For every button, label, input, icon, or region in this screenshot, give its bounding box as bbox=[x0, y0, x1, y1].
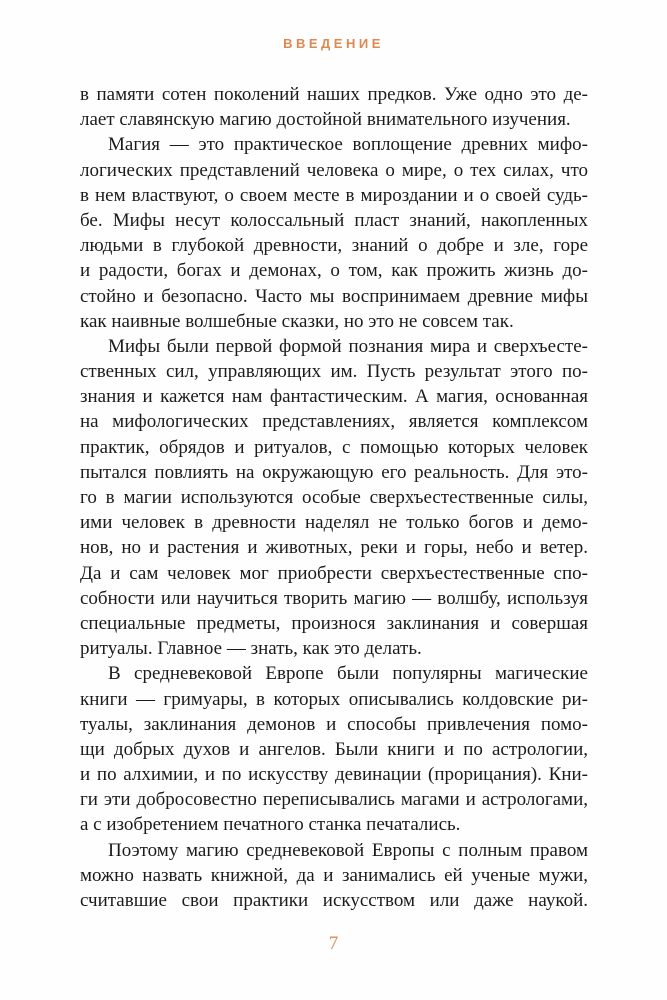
text-line: ритуалы. Главное — знать, как это делать. bbox=[80, 638, 422, 660]
text-line: лает славянскую магию достойной внимательного изучения. bbox=[80, 109, 571, 131]
text-line: как наивные волшебные сказки, но это не совсем так. bbox=[80, 310, 514, 332]
text-line: специальные предметы, произнося заклинания и совершая bbox=[80, 612, 588, 634]
text-line: Магия — это практическое воплощение древних мифо- bbox=[108, 134, 588, 156]
text-line: Поэтому магию средневековой Европы с полным правом bbox=[108, 839, 588, 861]
text-line: Мифы были первой формой познания мира и сверхъесте- bbox=[108, 335, 588, 357]
text-line: книги — гримуары, в которых описывались колдовские ри- bbox=[80, 688, 588, 710]
text-line: логических представлений человека о мире, о тех силах, что bbox=[80, 159, 588, 181]
text-line: нов, но и растения и животных, реки и горы, небо и ветер. bbox=[80, 537, 588, 559]
text-line: ги эти добросовестно переписывались магами и астрологами, bbox=[80, 789, 588, 811]
text-line: го в магии используются особые сверхъестественные силы, bbox=[80, 487, 588, 508]
text-line: считавшие свои практики искусством или даже наукой. bbox=[80, 890, 588, 911]
text-line: щи добрых духов и ангелов. Были книги и по астрологии, bbox=[80, 738, 588, 760]
text-line: и радости, богах и демонах, о том, как прожить жизнь до- bbox=[80, 260, 588, 282]
page-number: 7 bbox=[328, 933, 339, 954]
text-line: в нем властвуют, о своем месте в мироздании и о своей судь- bbox=[80, 184, 588, 206]
text-line: можно назвать книжной, да и занимались ей ученые мужи, bbox=[80, 864, 588, 886]
text-line: В средневековой Европе были популярны магические bbox=[108, 663, 588, 685]
text-line: ственных сил, управляющих им. Пусть результат этого по- bbox=[80, 361, 588, 383]
text-line: пытался повлиять на окружающую его реальность. Для это- bbox=[80, 461, 588, 483]
text-line: Да и сам человек мог приобрести сверхъестественные спо- bbox=[80, 562, 588, 584]
text-line: людьми в глубокой древности, знаний о добре и зле, горе bbox=[80, 235, 588, 257]
text-line: собности или научиться творить магию — волшбу, используя bbox=[80, 587, 588, 609]
chapter-header: ВВЕДЕНИЕ bbox=[283, 36, 384, 51]
text-line: практик, обрядов и ритуалов, с помощью которых человек bbox=[80, 436, 588, 458]
text-line: ими человек в древности наделял не только богов и демо- bbox=[80, 512, 588, 534]
body-text bbox=[80, 82, 588, 913]
text-line: туалы, заклинания демонов и способы привлечения помо- bbox=[80, 713, 588, 735]
text-line: в памяти сотен поколений наших предков. Уже одно это де- bbox=[80, 84, 588, 105]
text-line: стойно и безопасно. Часто мы воспринимаем древние мифы bbox=[80, 285, 588, 307]
text-line: и по алхимии, и по искусству девинации (прорицания). Кни- bbox=[80, 764, 588, 786]
text-line: знания и кажется нам фантастическим. А магия, основанная bbox=[80, 386, 588, 408]
text-line: на мифологических представлениях, является комплексом bbox=[80, 411, 588, 433]
text-line: а с изобретением печатного станка печатались. bbox=[80, 814, 461, 836]
text-line: бе. Мифы несут колоссальный пласт знаний, накопленных bbox=[80, 209, 588, 231]
